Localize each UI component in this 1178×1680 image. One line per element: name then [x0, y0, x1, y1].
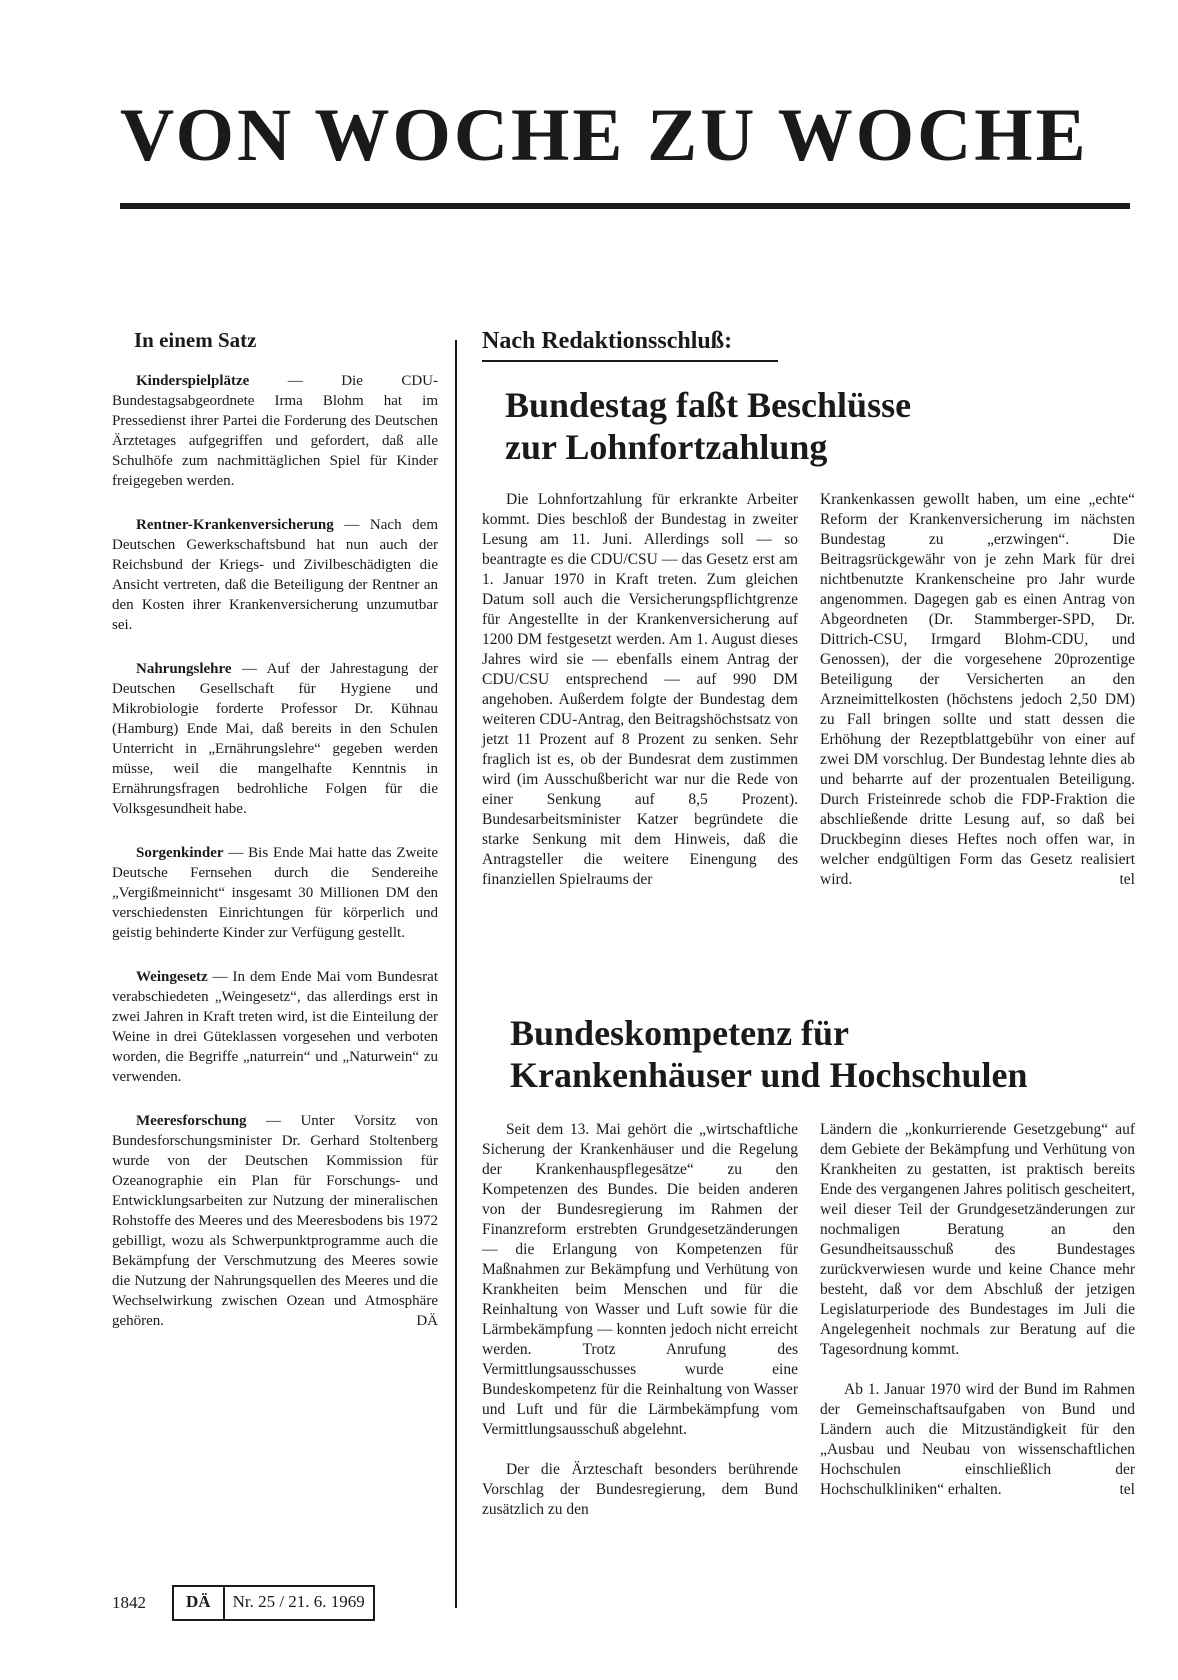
- news-item: [112, 659, 438, 819]
- headline-line: Bundestag faßt Beschlüsse: [505, 385, 912, 425]
- paragraph: [820, 490, 1135, 890]
- column-divider: [455, 340, 457, 1608]
- news-item: [112, 843, 438, 943]
- news-item-keyword: Sorgenkinder: [136, 845, 224, 861]
- news-item-keyword: Nahrungslehre: [136, 661, 232, 677]
- news-item-text: — In dem Ende Mai vom Bundesrat verabschiedeten „Weingesetz“, das allerdings erst in zwei Jahren in Kraft treten wird, ist die Einteilung der Weine in drei Güteklassen vorgesehen und verboten worden, die Begriffe „naturrein“ und „Naturwein“ zu verwenden.: [112, 969, 438, 1085]
- article2-column-1: [482, 1120, 798, 1520]
- headline-line: Bundeskompetenz für: [510, 1013, 850, 1053]
- news-item-text: — Die CDU-Bundestagsabgeordnete Irma Blohm hat im Pressedienst ihrer Partei die Forderung des Deutschen Ärztetages aufgegriffen und gefordert, daß alle Schulhöfe zum nachmittäglichen Spiel für Kinder freigegeben werden.: [112, 373, 438, 489]
- author-sign: tel: [1119, 1481, 1135, 1498]
- in-einem-satz-column: [112, 328, 438, 1355]
- masthead-title: VON WOCHE ZU WOCHE: [120, 94, 1089, 177]
- paragraph-text: Krankenkassen gewollt haben, um eine „echte“ Reform der Krankenversicherung im nächsten Bundestag zu „erzwingen“. Die Beitragsrückgewähr von je zehn Mark für drei nichtbenutzte Krankenscheine pro Jahr wurde angenommen. Dagegen gab es einen Antrag von Abgeordneten (Dr. Stammberger-SPD, Dr. Dittrich-CSU, Irmgard Blohm-CDU, und Genossen), der die vorgesehene 20prozentige Beteiligung der Versicherten an den Arzneimittelkosten (höchstens jedoch 2,50 DM) zu Fall bringen sollte und statt dessen die Erhöhung der Rezeptblattgebühr von einer auf zwei DM vorschlug. Der Bundestag lehnte dies ab und beharrte auf der prozentualen Beteiligung. Durch Fristeinrede schob die FDP-Fraktion die abschließende dritte Lesung auf, so daß bei Druckbeginn dieses Heftes noch offen war, in welcher endgültigen Form das Gesetz realisiert wird.: [820, 491, 1135, 888]
- article2-headline: [510, 1012, 1130, 1096]
- news-item-keyword: Kinderspielplätze: [136, 373, 250, 389]
- paragraph: Der die Ärzteschaft besonders berührende Vorschlag der Bundesregierung, dem Bund zusätzlich zu den: [482, 1461, 798, 1518]
- masthead-rule: [120, 203, 1130, 209]
- news-item-keyword: Rentner-Krankenversicherung: [136, 517, 334, 533]
- label-underline: [482, 360, 778, 362]
- section-heading: In einem Satz: [134, 328, 257, 352]
- news-item-keyword: Meeresforschung: [136, 1113, 247, 1129]
- article1-column-2: [820, 490, 1135, 890]
- page-footer: [112, 1585, 442, 1619]
- news-item: [112, 371, 438, 491]
- article1-column-1: [482, 490, 798, 890]
- news-item-keyword: Weingesetz: [136, 969, 208, 985]
- issue-number: Nr. 25 / 21. 6. 1969: [232, 1592, 365, 1611]
- article1-headline: [505, 384, 1125, 468]
- news-item: [112, 515, 438, 635]
- headline-line: Krankenhäuser und Hochschulen: [510, 1055, 1028, 1095]
- news-item-text: — Bis Ende Mai hatte das Zweite Deutsche Fernsehen durch die Sendereihe „Vergißmeinnicht“ insgesamt 30 Millionen DM den verschiedensten Einrichtungen für körperlich und geistig behinderte Kinder zur Verfügung gestellt.: [112, 845, 438, 941]
- article2-column-2: [820, 1120, 1135, 1500]
- paragraph: Seit dem 13. Mai gehört die „wirtschaftliche Sicherung der Krankenhäuser und die Regelung der Krankenhauspflegesätze“ zu den Kompetenzen des Bundes. Die beiden anderen von der Bundesregierung im Rahmen der Finanzreform erstrebten Grundgesetzänderungen — die Erlangung von Kompetenzen für Maßnahmen zur Bekämpfung und Verhütung von Krankheiten beim Menschen und für die Reinhaltung von Wasser und Luft sowie für die Lärmbekämpfung — konnten jedoch nicht erreicht werden. Trotz Anrufung des Vermittlungsausschusses wurde eine Bundeskompetenz für die Reinhaltung von Wasser und Luft und für die Lärmbekämpfung vom Vermittlungsausschuß abgelehnt.: [482, 1121, 798, 1438]
- headline-line: zur Lohnfortzahlung: [505, 427, 828, 467]
- paragraph: Ländern die „konkurrierende Gesetzgebung“ auf dem Gebiete der Bekämpfung und Verhütung von Krankheiten zu gestatten, ist praktisch bereits Ende des vergangenen Jahres politisch gescheitert, weil dieser Teil der Grundgesetzänderungen zur nochmaligen Beratung an den Gesundheitsausschuß des Bundestages zurückverwiesen wurde und keine Chance mehr besteht, daß vor dem Abschluß der jetzigen Legislaturperiode des Bundestages im Juli die Angelegenheit nochmals zur Beratung auf die Tagesordnung kommt.: [820, 1121, 1135, 1358]
- news-item: [112, 1111, 438, 1331]
- author-sign: tel: [1119, 871, 1135, 888]
- news-item-text: — Nach dem Deutschen Gewerkschaftsbund hat nun auch der Reichsbund der Kriegs- und Zivilbeschädigten die Ansicht vertreten, daß die Beteiligung der Rentner an den Kosten ihrer Krankenversicherung unzumutbar sei.: [112, 517, 438, 633]
- paragraph: [820, 1380, 1135, 1500]
- news-item-text: — Auf der Jahrestagung der Deutschen Gesellschaft für Hygiene und Mikrobiologie forderte Professor Dr. Kühnau (Hamburg) Ende Mai, daß bereits in den Schulen Unterricht in „Ernährungslehre“ gegeben werden müsse, weil die mangelhafte Kenntnis in Ernährungsfragen bedrohliche Folgen für die Volksgesundheit habe.: [112, 661, 438, 817]
- paragraph: Die Lohnfortzahlung für erkrankte Arbeiter kommt. Dies beschloß der Bundestag in zweiter Lesung am 11. Juni. Allerdings soll — so beantragte es die CDU/CSU — das Gesetz erst am 1. Januar 1970 in Kraft treten. Zum gleichen Datum soll auch die Versicherungspflichtgrenze für Angestellte in der Krankenversicherung auf 1200 DM festgesetzt werden. Am 1. August dieses Jahres wird sie — ebenfalls einem Antrag der CDU/CSU entsprechend — auf 990 DM angehoben. Außerdem folgte der Bundestag dem weiteren CDU-Antrag, den Beitragshöchstsatz von jetzt 11 Prozent auf 8 Prozent zu senken. Sehr fraglich ist es, ob der Bundesrat dem zustimmen wird (im Ausschußbericht war nur die Rede von einer Senkung auf 8,5 Prozent). Bundesarbeitsminister Katzer begründete die starke Senkung mit dem Hinweis, daß die Antragsteller die weitere Einengung des finanziellen Spielraums der: [482, 491, 798, 888]
- issue-box: [172, 1585, 375, 1621]
- news-item-text: — Unter Vorsitz von Bundesforschungsminister Dr. Gerhard Stoltenberg wurde von der Deutschen Kommission für Ozeanographie ein Plan für Forschungs- und Entwicklungsarbeiten zur Nutzung der mineralischen Rohstoffe des Meeres und des Meeresbodens bis 1972 gebilligt, wozu als Schwerpunktprogramme auch die Bekämpfung der Verschmutzung des Meeres sowie die Nutzung der Nahrungsquellen des Meeres und die Wechselwirkung zwischen Ozean und Atmosphäre gehören.: [112, 1113, 438, 1329]
- author-sign: DÄ: [416, 1313, 438, 1329]
- page-number: 1842: [112, 1593, 146, 1612]
- journal-abbrev: DÄ: [174, 1587, 225, 1619]
- redaktionsschluss-label: Nach Redaktionsschluß:: [482, 328, 733, 354]
- news-item: [112, 967, 438, 1087]
- paragraph-text: Ab 1. Januar 1970 wird der Bund im Rahmen der Gemeinschaftsaufgaben von Bund und Ländern auch die Mitzuständigkeit für den „Ausbau und Neubau von wissenschaftlichen Hochschulen einschließlich der Hochschulkliniken“ erhalten.: [820, 1381, 1135, 1498]
